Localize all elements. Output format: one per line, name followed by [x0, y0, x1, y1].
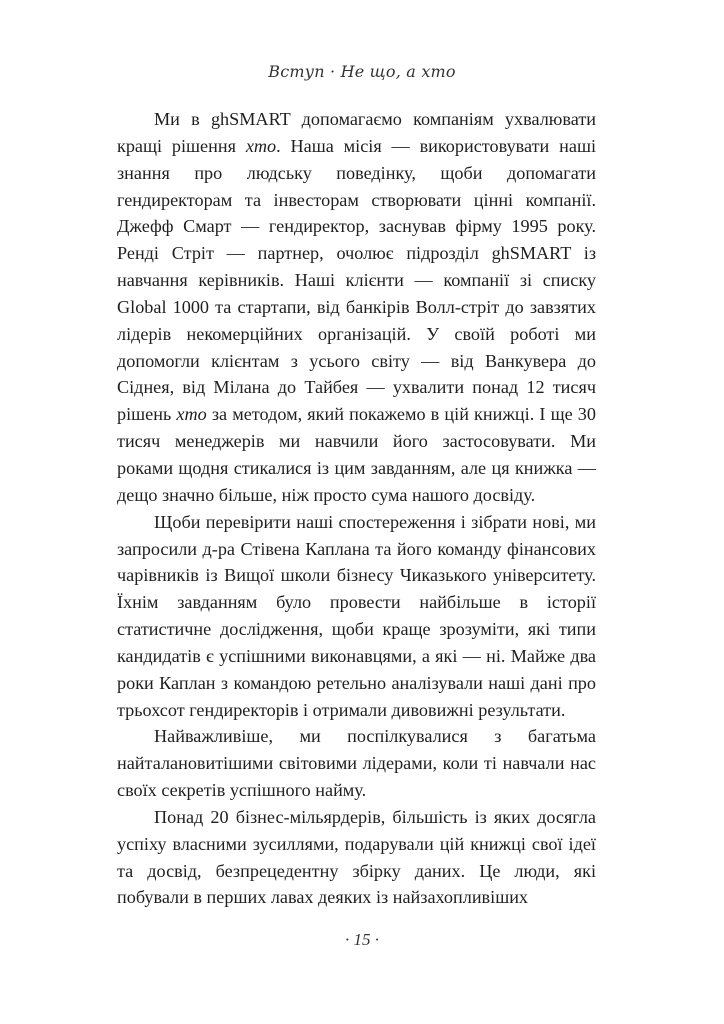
paragraph-1 [117, 106, 596, 509]
page-number: · 15 · [345, 930, 379, 949]
body-text [117, 106, 596, 911]
paragraph-1-emphasis-2: хто [176, 404, 207, 425]
running-title: Вступ · Не що, а хто [268, 62, 456, 81]
paragraph-3: Найважливіше, ми поспілкувалися з багатьма найталановитішими світовими лідерами, коли ті навчали нас своїх секретів успішного найму. [117, 726, 596, 801]
paragraph-1-part-2: . Наша місія — використовувати наші знання про людську поведінку, щоби допомагати гендиректорам та інвесторам створювати цінні компанії. Джефф Смарт — гендиректор, заснував фірму 1995 року. Ренді Стріт — партнер, очолює підрозділ ghSMART із навчання керівників. Наші клієнти — компанії зі списку Global 1000 та стартапи, від банкірів Волл-стріт до завзятих лідерів некомерційних організацій. У своїй роботі ми допомогли клієнтам з усього світу — від Ванкувера до Сіднея, від Мілана до Тайбея — ухвалити понад 12 тисяч рішень [117, 135, 596, 425]
paragraph-2: Щоби перевірити наші спостереження і зібрати нові, ми запросили д-ра Стівена Каплана та його команду фінансових чарівників із Вищої школи бізнесу Чиказького університету. Їхнім завданням було провести найбільше в історії статистичне дослідження, щоби краще зрозуміти, які типи кандидатів є успішними виконавцями, а які — ні. Майже два роки Каплан з командою ретельно аналізували наші дані про трьохсот гендиректорів і отримали дивовижні результати. [117, 511, 596, 720]
paragraph-4: Понад 20 бізнес-мільярдерів, більшість із яких досягла успіху власними зусиллями, подарували цій книжці свої ідеї та досвід, безпрецедентну збірку даних. Це люди, які побували в перших лавах деяких із найзахопливіших [117, 806, 596, 908]
paragraph-1-part-3: за методом, який покажемо в цій книжці. І ще 30 тисяч менеджерів ми навчили його застосовувати. Ми роками щодня стикалися із цим завданням, але ця книжка — дещо значно більше, ніж просто сума нашого досвіду. [117, 404, 596, 505]
paragraph-1-emphasis-1: хто [245, 135, 277, 156]
paragraph-1-part-1: Ми в ghSMART допомагаємо компаніям ухвалювати кращі рішення [117, 109, 596, 156]
